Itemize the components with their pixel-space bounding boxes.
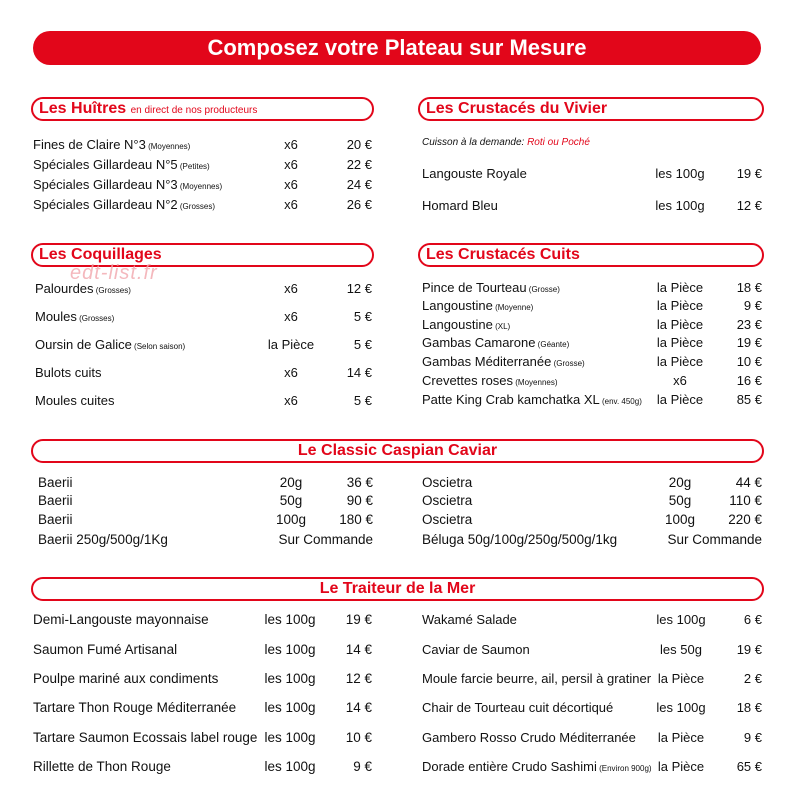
item-quantity: x6: [284, 281, 298, 296]
item-price: 2 €: [743, 671, 762, 686]
item-name-text: Pince de Tourteau: [422, 280, 527, 295]
item-name: [422, 165, 527, 183]
item-price: 16 €: [736, 373, 762, 388]
item-name: [422, 334, 569, 354]
item-note: (XL): [492, 322, 511, 331]
item-quantity: la Pièce: [657, 671, 705, 686]
item-quantity: les 100g: [655, 198, 705, 213]
item-quantity: 50g: [279, 493, 303, 508]
item-name: [33, 699, 236, 717]
item-name-text: Langouste Royale: [422, 166, 527, 181]
item-name: [422, 531, 617, 549]
item-name: [422, 316, 510, 336]
item-price: 85 €: [736, 392, 762, 407]
section-subtitle: en direct de nos producteurs: [130, 105, 258, 116]
item-price: 22 €: [346, 157, 372, 172]
item-name: [422, 297, 533, 317]
item-name: [422, 372, 558, 392]
item-name: [422, 699, 613, 717]
item-note: (Petites): [177, 162, 210, 171]
item-price: 10 €: [345, 730, 372, 745]
item-name: [422, 670, 651, 688]
item-name: [422, 197, 498, 215]
item-quantity: la Pièce: [656, 317, 704, 332]
item-name-text: Baerii: [38, 512, 73, 527]
item-quantity: la Pièce: [656, 392, 704, 407]
section-title: Le Traiteur de la Mer: [319, 580, 476, 597]
item-price: 14 €: [346, 365, 372, 380]
item-name-text: Oscietra: [422, 493, 473, 508]
item-name-text: Langoustine: [422, 317, 493, 332]
item-name: [38, 511, 73, 529]
item-name: [33, 176, 222, 196]
item-name: [422, 353, 585, 373]
item-name-text: Crevettes roses: [422, 373, 514, 388]
cooking-note-label: Cuisson à la demande:: [422, 137, 525, 148]
item-quantity: les 100g: [655, 166, 705, 181]
item-price: 12 €: [346, 281, 372, 296]
item-note: (Moyennes): [177, 182, 223, 191]
item-name: [35, 280, 131, 300]
item-quantity: les 100g: [656, 700, 706, 715]
item-price: 220 €: [728, 512, 762, 527]
item-name-text: Gambas Camarone: [422, 335, 536, 350]
item-name-text: Rillette de Thon Rouge: [33, 759, 171, 774]
item-quantity: les 100g: [264, 759, 316, 774]
section-caviar: [31, 439, 764, 463]
cooking-note: [422, 137, 590, 148]
item-name-text: Gambas Méditerranée: [422, 354, 552, 369]
item-quantity: 100g: [664, 512, 696, 527]
item-name: [33, 729, 257, 747]
item-note: (Grosses): [93, 286, 131, 295]
item-quantity: les 100g: [656, 612, 706, 627]
item-quantity: x6: [284, 157, 298, 172]
item-quantity: les 100g: [264, 612, 316, 627]
item-name-text: Saumon Fumé Artisanal: [33, 642, 178, 657]
item-quantity: 50g: [668, 493, 692, 508]
item-note: (Grosses): [76, 314, 115, 323]
item-price: 19 €: [736, 335, 762, 350]
item-name: [33, 670, 218, 688]
item-price: 19 €: [736, 642, 762, 657]
item-name: [422, 279, 560, 299]
item-price: 23 €: [736, 317, 762, 332]
item-price: 12 €: [345, 671, 372, 686]
item-name-text: Oursin de Galice: [35, 337, 132, 352]
item-name-text: Baerii 250g/500g/1Kg: [38, 532, 168, 547]
item-quantity: les 100g: [264, 730, 316, 745]
item-quantity: la Pièce: [656, 354, 704, 369]
section-vivier: [418, 97, 764, 121]
item-name-text: Chair de Tourteau cuit décortiqué: [422, 700, 614, 715]
item-quantity: la Pièce: [656, 335, 704, 350]
item-name: [35, 392, 114, 410]
item-price: 90 €: [346, 493, 373, 508]
item-note: (env. 450g): [599, 397, 642, 406]
item-name: [38, 492, 73, 510]
item-price: 10 €: [736, 354, 762, 369]
item-price: 19 €: [736, 166, 762, 181]
item-name-text: Bulots cuits: [35, 365, 102, 380]
item-price: 12 €: [736, 198, 762, 213]
item-name-text: Spéciales Gillardeau N°5: [33, 157, 178, 172]
item-price: 5 €: [353, 337, 372, 352]
item-quantity: les 50g: [660, 642, 702, 657]
item-name-text: Moules cuites: [35, 393, 115, 408]
item-quantity: x6: [284, 197, 298, 212]
item-quantity: 20g: [279, 475, 303, 490]
item-name-text: Wakamé Salade: [422, 612, 517, 627]
item-price: 14 €: [345, 642, 372, 657]
item-price: 18 €: [736, 700, 762, 715]
item-name: [35, 336, 185, 356]
item-name-text: Gambero Rosso Crudo Méditerranée: [422, 730, 636, 745]
item-price: 14 €: [345, 700, 372, 715]
item-note: (Grosse): [526, 285, 560, 294]
item-name-text: Patte King Crab kamchatka XL: [422, 392, 600, 407]
item-name: [33, 196, 215, 216]
item-name: [33, 611, 209, 629]
section-title: Les Coquillages: [39, 246, 162, 263]
item-quantity: x6: [673, 373, 687, 388]
cooking-note-value: Roti ou Poché: [527, 137, 590, 148]
item-price: 26 €: [346, 197, 372, 212]
item-price: 36 €: [346, 475, 373, 490]
section-traiteur: [31, 577, 764, 601]
item-quantity: les 100g: [264, 700, 316, 715]
item-quantity: x6: [284, 309, 298, 324]
item-price: 20 €: [346, 137, 372, 152]
item-quantity: la Pièce: [657, 759, 705, 774]
item-name-text: Palourdes: [35, 281, 94, 296]
item-price: 44 €: [735, 475, 762, 490]
item-name-text: Moules: [35, 309, 77, 324]
item-name: [33, 156, 210, 176]
item-name-text: Baerii: [38, 475, 73, 490]
item-note: (Selon saison): [131, 342, 186, 351]
item-quantity: la Pièce: [656, 280, 704, 295]
item-name: [422, 729, 636, 747]
item-name: [422, 474, 472, 492]
item-quantity: la Pièce: [267, 337, 315, 352]
item-name-text: Baerii: [38, 493, 73, 508]
item-price: 65 €: [736, 759, 762, 774]
item-name: [33, 758, 171, 776]
item-name-text: Spéciales Gillardeau N°2: [33, 197, 178, 212]
item-quantity: la Pièce: [657, 730, 705, 745]
item-quantity: x6: [284, 365, 298, 380]
item-name-text: Homard Bleu: [422, 198, 498, 213]
item-note: (Environ 900g): [596, 764, 652, 773]
item-price: 9 €: [743, 730, 762, 745]
item-note: (Grosse): [551, 359, 585, 368]
item-note: (Moyennes): [513, 378, 558, 387]
item-name: [422, 758, 652, 778]
item-name-text: Oscietra: [422, 512, 473, 527]
item-name-text: Fines de Claire N°3: [33, 137, 146, 152]
item-name: [35, 364, 101, 382]
item-name-text: Béluga 50g/100g/250g/500g/1kg: [422, 532, 618, 547]
page-title: Composez votre Plateau sur Mesure: [33, 31, 761, 65]
item-note: (Moyenne): [492, 303, 534, 312]
item-price: 110 €: [729, 493, 762, 508]
section-title: Les Huîtres: [39, 100, 127, 117]
item-quantity: x6: [284, 137, 298, 152]
item-name: [422, 641, 530, 659]
item-name-text: Oscietra: [422, 475, 473, 490]
section-huitres: [31, 97, 374, 121]
item-name-text: Tartare Saumon Ecossais label rouge: [33, 730, 258, 745]
item-price: 19 €: [345, 612, 372, 627]
section-title: Les Crustacés du Vivier: [426, 100, 608, 117]
item-price: Sur Commande: [278, 532, 373, 547]
item-name: [33, 136, 190, 156]
item-name: [422, 492, 472, 510]
item-price: 5 €: [353, 393, 372, 408]
item-note: (Grosses): [177, 202, 216, 211]
section-cuits: [418, 243, 764, 267]
item-name-text: Tartare Thon Rouge Méditerranée: [33, 700, 237, 715]
item-name-text: Caviar de Saumon: [422, 642, 530, 657]
item-price: 9 €: [353, 759, 372, 774]
item-note: (Géante): [535, 340, 570, 349]
item-quantity: 20g: [668, 475, 692, 490]
section-title: Le Classic Caspian Caviar: [297, 442, 498, 459]
item-name-text: Poulpe mariné aux condiments: [33, 671, 219, 686]
watermark: edt-list.fr: [70, 262, 158, 284]
item-name-text: Moule farcie beurre, ail, persil à gratiner: [422, 671, 652, 686]
item-price: 6 €: [743, 612, 762, 627]
item-price: Sur Commande: [667, 532, 762, 547]
item-name: [38, 531, 168, 549]
item-note: (Moyennes): [145, 142, 191, 151]
item-quantity: 100g: [275, 512, 307, 527]
item-name-text: Langoustine: [422, 298, 493, 313]
section-title: Les Crustacés Cuits: [426, 246, 580, 263]
item-quantity: les 100g: [264, 671, 316, 686]
item-name: [38, 474, 73, 492]
item-price: 180 €: [339, 512, 373, 527]
item-name: [422, 611, 517, 629]
item-price: 18 €: [736, 280, 762, 295]
item-quantity: x6: [284, 393, 298, 408]
item-name-text: Dorade entière Crudo Sashimi: [422, 759, 597, 774]
item-price: 24 €: [346, 177, 372, 192]
item-name: [35, 308, 114, 328]
item-name: [33, 641, 177, 659]
item-quantity: la Pièce: [656, 298, 704, 313]
item-name: [422, 511, 472, 529]
item-quantity: x6: [284, 177, 298, 192]
item-name-text: Demi-Langouste mayonnaise: [33, 612, 209, 627]
item-name-text: Spéciales Gillardeau N°3: [33, 177, 178, 192]
item-price: 9 €: [743, 298, 762, 313]
item-quantity: les 100g: [264, 642, 316, 657]
item-name: [422, 391, 642, 411]
item-price: 5 €: [353, 309, 372, 324]
